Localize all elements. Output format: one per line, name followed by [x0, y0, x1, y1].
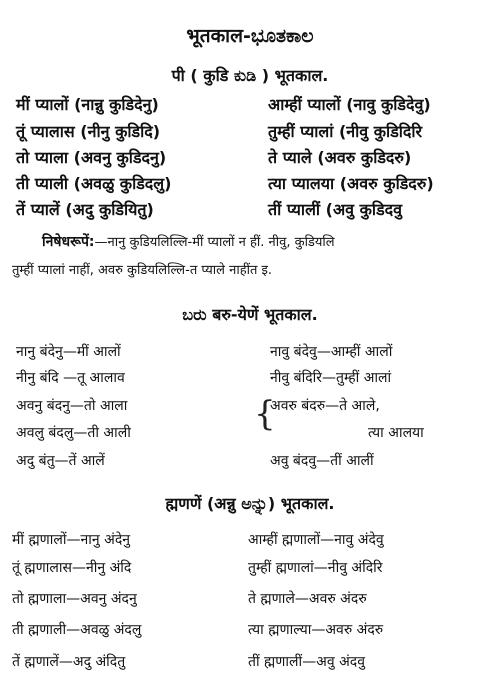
row-left-text: नीनु बंदि —तू आलाव [16, 370, 125, 386]
row-right-text: अवु बंदवु—तीं आलीं [270, 453, 374, 469]
row-right-text: तीं प्यालीं (अवु कुडिदवु [268, 200, 403, 219]
table-row [0, 120, 500, 146]
row-left-text: अवलु बंदलु—ती आली [16, 425, 131, 441]
section-heading-come: ಬರು बरु-येणें भूतकाल. [182, 305, 318, 324]
row-left-text: अवनु बंदनु—तो आला [16, 398, 128, 414]
table-row [0, 342, 500, 368]
row-left-text: तें प्यालें (अदु कुडियितु) [16, 200, 154, 219]
table-row [0, 451, 500, 477]
row-right-text: नावु बंदेवु—आम्हीं आलों [270, 344, 393, 360]
table-row [0, 146, 500, 172]
table-row [0, 368, 500, 394]
page-title: भूतकाल-ಭೂತಕಾಲ [186, 25, 314, 47]
negative-form-text-1: —नानु कुडियलिल्लि-मीं प्यालों न हीं. नीवु, कुडियलि [94, 235, 335, 250]
row-left-text: तूं प्यालास (नीनु कुडिदि) [16, 122, 161, 141]
negative-form-label: निषेधरूपें: [42, 234, 95, 250]
row-right-text: आम्हीं ह्मणालों—नावु अंदेवु [248, 532, 384, 548]
section-heading-say: ह्मणणें (अन्नु ಅನ್ನು) भूतकाल. [165, 494, 335, 513]
table-row [0, 172, 500, 198]
negative-form-line-1 [42, 232, 335, 251]
negative-form-text-2: तुम्हीं प्यालां नाहीं, अवरु कुडियलिल्लि-त प्याले नाहींत इ. [12, 263, 273, 278]
table-row [0, 93, 500, 119]
table-row [0, 558, 500, 584]
row-right-text: आम्हीं प्यालों (नावु कुडिदेवु) [268, 95, 431, 114]
row-right-text: तीं ह्मणालीं—अवु अंदवु [248, 654, 365, 670]
table-row [0, 652, 500, 678]
row-right-text: तुम्हीं ह्मणालां—नीवु अंदिरि [248, 560, 383, 576]
row-right-text: ते प्याले (अवरु कुडिदरु) [268, 148, 412, 167]
table-row [0, 530, 500, 556]
row-left-text: तो प्याला (अवनु कुडिदनु) [16, 148, 167, 167]
row-left-text: ती ह्मणाली—अवळु अंदलु [12, 622, 142, 638]
table-row [0, 423, 500, 449]
row-right-text: ते ह्मणाले—अवरु अंदरु [248, 591, 367, 607]
row-right-text: त्या ह्मणाल्या—अवरु अंदरु [248, 622, 384, 638]
row-right-text: तुम्हीं प्यालां (नीवु कुडिदिरि [268, 122, 423, 141]
row-left-text: मीं प्यालों (नान्नु कुडिदेनु) [16, 95, 159, 114]
row-left-text: तें ह्मणालें—अदु अंदितु [12, 654, 126, 670]
table-row [0, 620, 500, 646]
table-row [0, 198, 500, 224]
row-left-text: मीं ह्मणालों—नानु अंदेनु [12, 532, 131, 548]
row-right-text: त्या आलया [368, 425, 424, 441]
row-left-text: नानु बंदेनु—मीं आलों [16, 344, 121, 360]
section-heading-drink: पी ( कुडि ಕುಡಿ ) भूतकाल. [171, 66, 329, 85]
row-right-text: अवरु बंदरु—ते आले, [270, 398, 380, 414]
row-left-text: अदु बंतु—तें आलें [16, 453, 105, 469]
row-right-text: त्या प्यालया (अवरु कुडिदरु) [268, 174, 434, 193]
table-row [0, 589, 500, 615]
row-left-text: ती प्याली (अवळु कुडिदलु) [16, 174, 172, 193]
table-row [0, 396, 500, 422]
grouping-brace: { [254, 394, 276, 434]
row-right-text: नीवु बंदिरि—तुम्हीं आलां [270, 370, 392, 386]
row-left-text: तो ह्मणाला—अवनु अंदनु [12, 591, 137, 607]
row-left-text: तूं ह्मणालास—नीनु अंदि [12, 560, 132, 576]
